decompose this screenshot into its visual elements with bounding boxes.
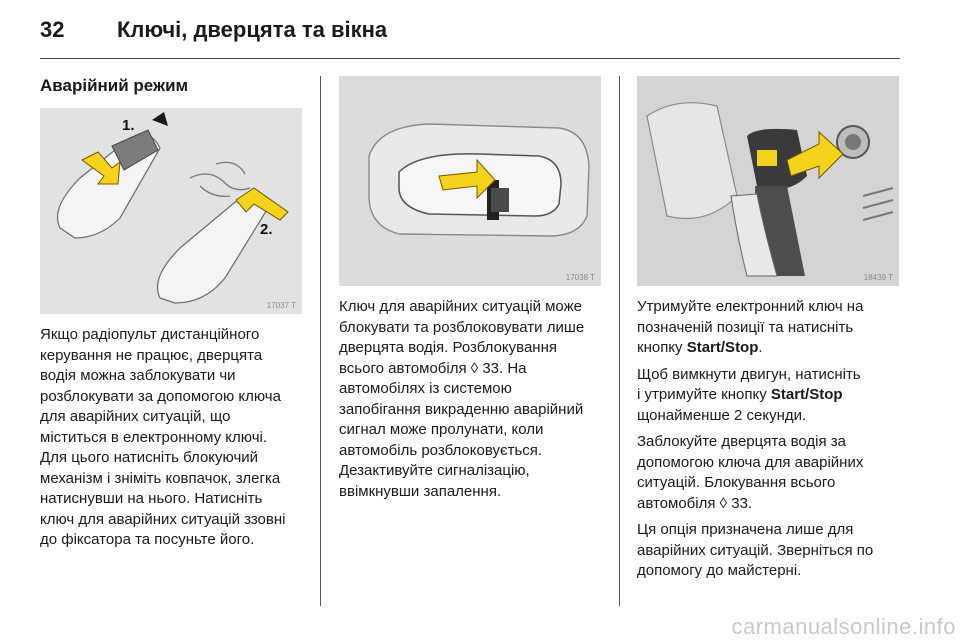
figure-code: 17038 T (565, 273, 595, 282)
text-fragment: кнопку (637, 339, 687, 356)
text-line: блокувати та розблоковувати лише (339, 318, 585, 336)
text-line: механізм і зніміть ковпачок, злегка (40, 469, 281, 487)
chapter-title: Ключі, дверцята та вікна (117, 17, 388, 42)
figure-door-handle (339, 76, 601, 286)
section-title: Аварійний режим (40, 76, 189, 95)
start-stop-term: Start/Stop (770, 386, 843, 403)
text-line: Утримуйте електронний ключ на (637, 298, 864, 315)
text-line: всього автомобіля ◊ 33. На (339, 359, 527, 377)
text-line: дверцята водія. Розблокування (339, 339, 557, 356)
paragraph (637, 365, 912, 427)
column-1-text (40, 325, 315, 551)
figure-ignition (637, 76, 899, 286)
text-line: Щоб вимкнути двигун, натисніть (637, 365, 861, 383)
text-fragment: і утримуйте кнопку (637, 386, 771, 403)
text-line: автомобілях із системою (339, 380, 512, 397)
text-line: автомобіль розблоковується. (339, 441, 543, 459)
key-fob-illustration (40, 108, 302, 314)
column-3-text (637, 297, 912, 588)
text-line: до фіксатора та посуньте його. (40, 531, 255, 548)
text-line: ввімкнувши запалення. (339, 482, 502, 500)
figure-key-fob (40, 108, 302, 314)
header-divider (40, 58, 900, 59)
text-line: Ця опція призначена лише для (637, 521, 854, 538)
paragraph (637, 520, 912, 582)
step-label-1: 1. (122, 117, 135, 134)
text-line: Якщо радіопульт дистанційного (40, 326, 260, 343)
door-handle-illustration (339, 76, 601, 286)
figure-code: 18439 T (863, 273, 893, 282)
column-divider-1 (320, 76, 321, 606)
text-line: міститься в електронному ключі. (40, 428, 268, 446)
paragraph (637, 297, 912, 359)
text-line: допомогою ключа для аварійних (637, 453, 864, 471)
ignition-illustration (637, 76, 899, 286)
text-line: Дезактивуйте сигналізацію, (339, 462, 530, 479)
text-line: автомобіля ◊ 33. (637, 494, 753, 512)
text-line: для аварійних ситуацій, що (40, 408, 231, 425)
paragraph (637, 432, 912, 514)
text-line: ключ для аварійних ситуацій ззовні (40, 510, 286, 528)
text-line: натиснувши на нього. Натисніть (40, 490, 263, 507)
text-line: запобігання викраденню аварійний (339, 400, 584, 418)
page-header (0, 0, 960, 62)
step-label-2: 2. (260, 221, 273, 238)
watermark: carmanualsonline.info (731, 614, 956, 639)
text-line: керування не працює, дверцята (40, 346, 263, 364)
page-number: 32 (40, 17, 65, 42)
text-line: водія можна заблокувати чи (40, 367, 236, 384)
text-fragment: . (758, 339, 763, 356)
text-line: допомогу до майстерні. (637, 562, 802, 579)
text-line: Заблокуйте дверцята водія за (637, 433, 846, 450)
figure-code: 17037 T (266, 301, 296, 310)
text-line: аварійних ситуацій. Зверніться по (637, 541, 874, 559)
text-line: ситуацій. Блокування всього (637, 474, 836, 491)
column-divider-2 (619, 76, 620, 606)
text-line: Ключ для аварійних ситуацій може (339, 298, 582, 315)
start-stop-term: Start/Stop (686, 339, 759, 356)
text-line: позначеній позиції та натисніть (637, 318, 854, 336)
text-line: сигнал може пролунати, коли (339, 421, 544, 438)
text-line: щонайменше 2 секунди. (637, 406, 807, 424)
column-2-text (339, 297, 614, 502)
text-line: розблокувати за допомогою ключа (40, 387, 281, 405)
text-line: Для цього натисніть блокуючий (40, 449, 259, 466)
